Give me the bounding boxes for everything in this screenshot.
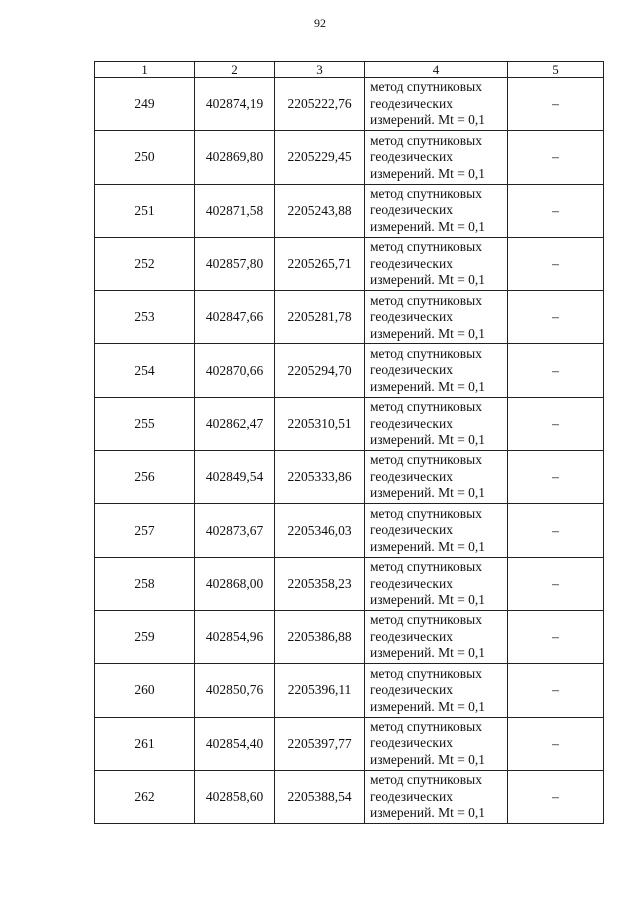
- x-coordinate-cell: 402854,40: [195, 717, 275, 770]
- x-coordinate-cell: 402854,96: [195, 610, 275, 663]
- y-coordinate-cell: 2205229,45: [275, 131, 365, 184]
- note-cell: –: [508, 78, 604, 131]
- note-cell: –: [508, 610, 604, 663]
- x-coordinate-cell: 402862,47: [195, 397, 275, 450]
- y-coordinate-cell: 2205243,88: [275, 184, 365, 237]
- method-cell: метод спутниковых геодезических измерений. Mt = 0,1: [365, 664, 508, 717]
- point-number-cell: 252: [95, 237, 195, 290]
- method-cell: метод спутниковых геодезических измерений. Mt = 0,1: [365, 184, 508, 237]
- note-cell: –: [508, 344, 604, 397]
- method-cell: метод спутниковых геодезических измерений. Mt = 0,1: [365, 131, 508, 184]
- method-cell: метод спутниковых геодезических измерений. Mt = 0,1: [365, 610, 508, 663]
- method-cell: метод спутниковых геодезических измерений. Mt = 0,1: [365, 344, 508, 397]
- note-cell: –: [508, 451, 604, 504]
- table-row: [95, 78, 604, 131]
- table-row: [95, 557, 604, 610]
- coordinates-table: [94, 61, 604, 824]
- table-row: [95, 344, 604, 397]
- x-coordinate-cell: 402847,66: [195, 291, 275, 344]
- method-cell: метод спутниковых геодезических измерений. Mt = 0,1: [365, 291, 508, 344]
- note-cell: –: [508, 717, 604, 770]
- method-cell: метод спутниковых геодезических измерений. Mt = 0,1: [365, 504, 508, 557]
- y-coordinate-cell: 2205265,71: [275, 237, 365, 290]
- point-number-cell: 262: [95, 770, 195, 823]
- table-row: [95, 717, 604, 770]
- point-number-cell: 251: [95, 184, 195, 237]
- x-coordinate-cell: 402868,00: [195, 557, 275, 610]
- table-row: [95, 610, 604, 663]
- point-number-cell: 250: [95, 131, 195, 184]
- point-number-cell: 256: [95, 451, 195, 504]
- method-cell: метод спутниковых геодезических измерений. Mt = 0,1: [365, 237, 508, 290]
- x-coordinate-cell: 402873,67: [195, 504, 275, 557]
- x-coordinate-cell: 402850,76: [195, 664, 275, 717]
- table-row: [95, 504, 604, 557]
- header-cell-1: 1: [95, 62, 195, 78]
- note-cell: –: [508, 557, 604, 610]
- table-body: [95, 62, 604, 824]
- method-cell: метод спутниковых геодезических измерений. Mt = 0,1: [365, 557, 508, 610]
- header-cell-5: 5: [508, 62, 604, 78]
- note-cell: –: [508, 237, 604, 290]
- x-coordinate-cell: 402874,19: [195, 78, 275, 131]
- y-coordinate-cell: 2205310,51: [275, 397, 365, 450]
- method-cell: метод спутниковых геодезических измерений. Mt = 0,1: [365, 78, 508, 131]
- table-row: [95, 131, 604, 184]
- x-coordinate-cell: 402870,66: [195, 344, 275, 397]
- method-cell: метод спутниковых геодезических измерений. Mt = 0,1: [365, 770, 508, 823]
- point-number-cell: 257: [95, 504, 195, 557]
- y-coordinate-cell: 2205396,11: [275, 664, 365, 717]
- table-row: [95, 291, 604, 344]
- y-coordinate-cell: 2205397,77: [275, 717, 365, 770]
- x-coordinate-cell: 402857,80: [195, 237, 275, 290]
- table-row: [95, 664, 604, 717]
- point-number-cell: 258: [95, 557, 195, 610]
- y-coordinate-cell: 2205358,23: [275, 557, 365, 610]
- point-number-cell: 249: [95, 78, 195, 131]
- note-cell: –: [508, 131, 604, 184]
- y-coordinate-cell: 2205222,76: [275, 78, 365, 131]
- note-cell: –: [508, 770, 604, 823]
- table-header-row: [95, 62, 604, 78]
- table-row: [95, 770, 604, 823]
- point-number-cell: 260: [95, 664, 195, 717]
- point-number-cell: 254: [95, 344, 195, 397]
- header-cell-2: 2: [195, 62, 275, 78]
- y-coordinate-cell: 2205281,78: [275, 291, 365, 344]
- y-coordinate-cell: 2205346,03: [275, 504, 365, 557]
- y-coordinate-cell: 2205333,86: [275, 451, 365, 504]
- table-row: [95, 397, 604, 450]
- table-row: [95, 184, 604, 237]
- x-coordinate-cell: 402869,80: [195, 131, 275, 184]
- x-coordinate-cell: 402858,60: [195, 770, 275, 823]
- note-cell: –: [508, 291, 604, 344]
- point-number-cell: 261: [95, 717, 195, 770]
- x-coordinate-cell: 402871,58: [195, 184, 275, 237]
- x-coordinate-cell: 402849,54: [195, 451, 275, 504]
- point-number-cell: 255: [95, 397, 195, 450]
- point-number-cell: 259: [95, 610, 195, 663]
- note-cell: –: [508, 184, 604, 237]
- note-cell: –: [508, 397, 604, 450]
- method-cell: метод спутниковых геодезических измерений. Mt = 0,1: [365, 397, 508, 450]
- method-cell: метод спутниковых геодезических измерений. Mt = 0,1: [365, 717, 508, 770]
- y-coordinate-cell: 2205294,70: [275, 344, 365, 397]
- table-row: [95, 451, 604, 504]
- table-row: [95, 237, 604, 290]
- y-coordinate-cell: 2205386,88: [275, 610, 365, 663]
- method-cell: метод спутниковых геодезических измерений. Mt = 0,1: [365, 451, 508, 504]
- y-coordinate-cell: 2205388,54: [275, 770, 365, 823]
- point-number-cell: 253: [95, 291, 195, 344]
- note-cell: –: [508, 504, 604, 557]
- header-cell-3: 3: [275, 62, 365, 78]
- page-number: 92: [314, 16, 326, 30]
- header-cell-4: 4: [365, 62, 508, 78]
- note-cell: –: [508, 664, 604, 717]
